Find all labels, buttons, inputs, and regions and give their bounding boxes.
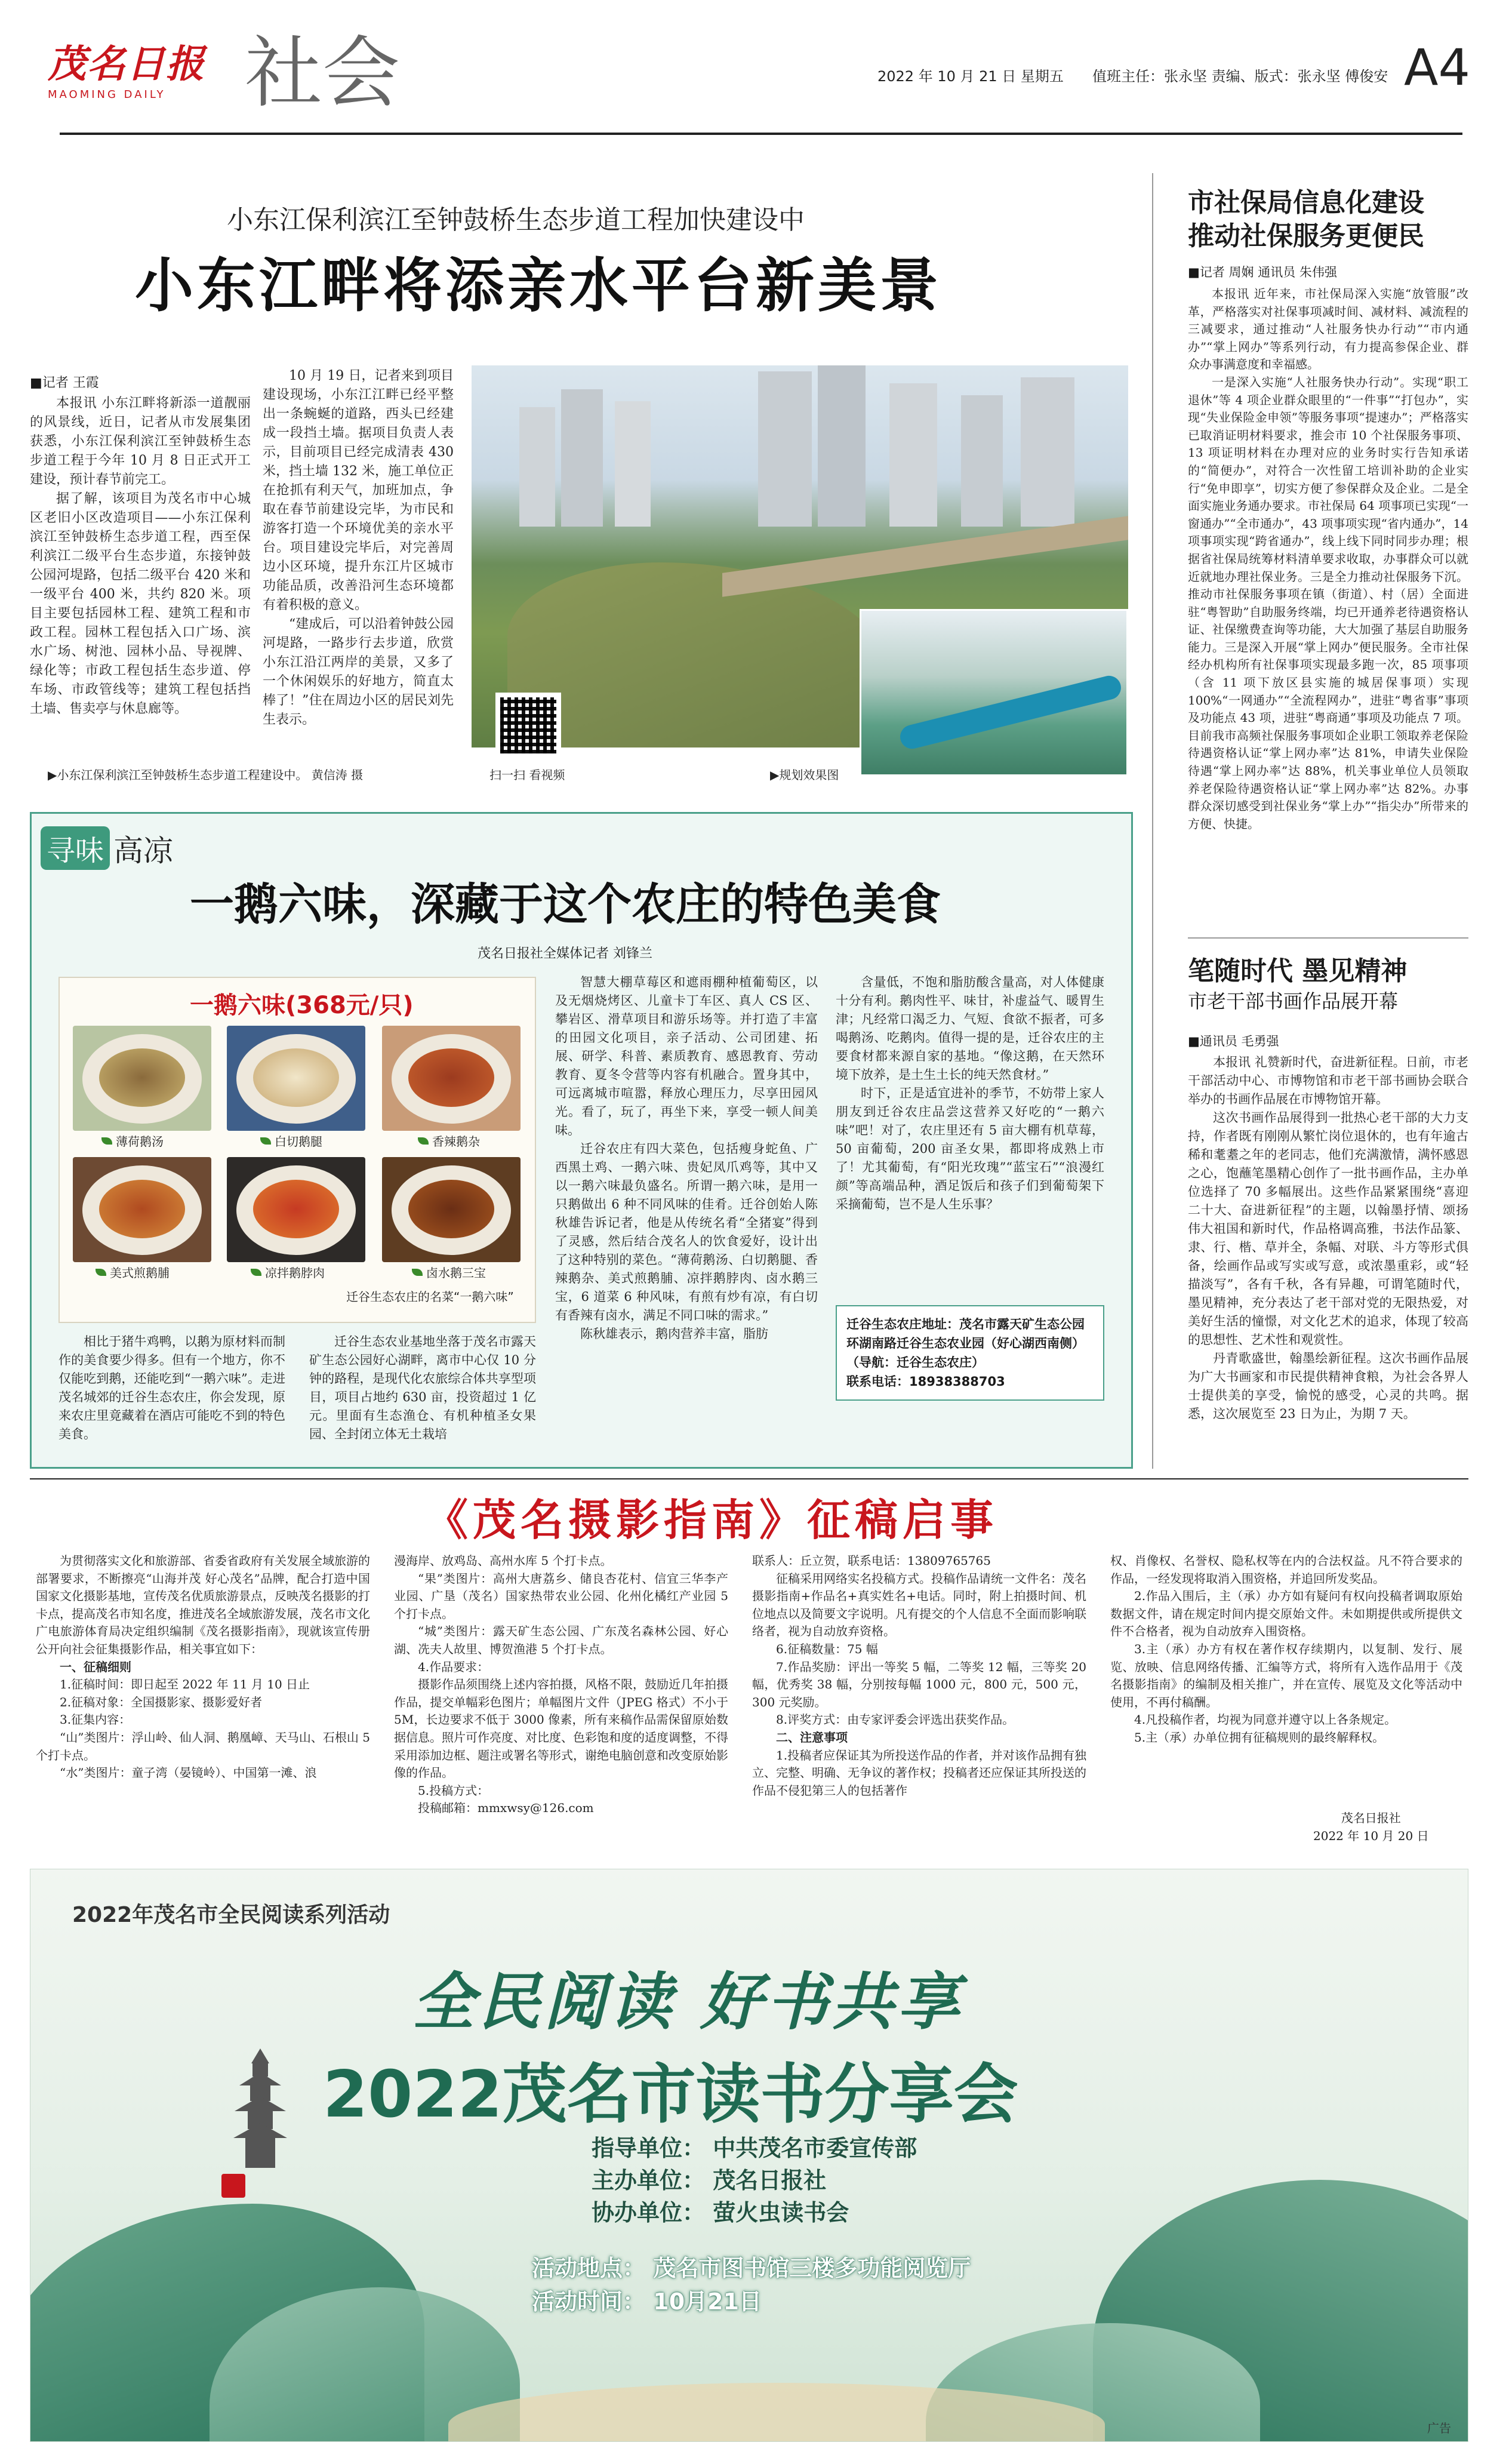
page-number: A4 [1404,38,1470,97]
dish-photo-6 [382,1157,521,1262]
notice-col2: 漫海岸、放鸡岛、高州水库 5 个打卡点。 “果”类图片：高州大唐荔乡、储良杏花村、信宜三华李产业园、广垦（茂名）国家热带农业公园、化州化橘红产业园 5 个打卡点。 “城”类图片：露天矿生态公园、广东茂名森林公园、好心湖、冼夫人故里、博贺渔港 5 个打卡点。 4.作品要求： 摄影作品须围绕上述内容拍摄，风格不限，鼓励近几年拍摄作品，提交单幅彩色图片；单幅图片文件（JPEG 格式）不小于 5M，长边要求不低于 3000 像素，所有来稿作品需保留原始数据信息。照片可作亮度、对比度、色彩饱和度的适度调整，不得采用添加边框、题注或署名等形式，谢绝电脑创意和改变原始影像的作品。 5.投稿方式： 投稿邮箱：mmxwsy@126.com [394,1552,728,1817]
feature-tag [41,826,173,870]
notice-title: 《茂名摄影指南》征稿启事 [425,1494,999,1545]
ad-label: 广告 [1427,2421,1451,2435]
side1-byline: ■记者 周娴 通讯员 朱伟强 [1188,265,1337,279]
dish-label-6: 卤水鹅三宝 [412,1263,486,1281]
notice-section-heading-2: 二、注意事项 [776,1730,848,1745]
dateline: 2022 年 10 月 21 日 星期五 [877,68,1064,85]
menu-photo-caption: 迁谷生态农庄的名菜“一鹅六味” [346,1290,514,1304]
side1-body: 本报讯 近年来，市社保局深入实施“放管服”改革，严格落实对社保事项减时间、减材料、减流程的三减要求，通过推动“人社服务快办行动”“市内通办”“掌上网办”等系列行动，有力提高参保企业、群众办事满意度和幸福感。 一是深入实施“人社服务快办行动”。实现“职工退休”等 4 项企业群众眼里的“一件事”“打包办”，实现“失业保险金申领”等服务事项“提速办”；严格落实已取消证明材料要求，推会市 10 个社保服务事项、13 项证明材料在办理对应的业务时实行告知承诺的“简便办”，对符合一次性留工培训补助的企业实行“免申即享”，切实方便了参保群众及企业。二是全面实施业务通办要求。市社保局 64 项事项已实现“一窗通办”“全市通办”，43 项事项实现“省内通办”，14 项事项实现“跨省通办”，线上线下同时同步办理；根据省社保局统筹材料清单要求收取，办事群众可以就近就地办理社保业务。三是全力推动社保服务下沉。推动市社保服务事项在镇（街道）、村（居）全面进驻“粤智助”自助服务终端，均已开通养老待遇资格认证、社保缴费查询等功能，大大加强了基层自助服务能力。三是深入开展“掌上网办”便民服务。全市社保经办机构所有社保事项实现最多跑一次，85 项事项（含 11 项下放区县实施的城居保事项）实现 100%“一网通办”“全流程网办”，进驻“粤省事”事项及功能点 43 项，进驻“粤商通”事项及功能点 7 项。目前我市高频社保服务事项如企业职工领取养老保险待遇资格认证“掌上网办率”达 81%，申请失业保险待遇“掌上网办率”达 88%，机关事业单位人员领取养老保险待遇资格认证“掌上网办率”达 82%。办事群众深切感受到社保业务“掌上办”“指尖办”所带来的方便、快捷。 [1188,287,1468,831]
menu-title: 一鹅六味(368元/只) [190,992,414,1019]
building-1 [519,407,555,527]
building-2 [561,389,603,527]
masthead [48,27,1480,119]
notice-section-heading: 一、征稿细则 [60,1659,131,1674]
masthead-rule [60,133,1462,135]
rendering-caption: ▶规划效果图 [770,768,839,782]
feature-body-mid: 智慧大棚草莓区和遮雨棚种植葡萄区，以及无烟烧烤区、儿童卡丁车区、真人 CS 区、攀岩区、滑草项目和游乐场等。并打造了丰富的田园文化项目，亲子活动、公司团建、拓展、研学、科普、素质教育、感恩教育、劳动教育、夏冬令营等内容有机融合。置身其中，可远离城市喧嚣，释放心理压力，尽享田园风光。看了，玩了，再坐下来，享受一顿人间美味。 迁谷农庄有四大菜色，包括瘦身蛇鱼、广西黑土鸡、一鹅六味、贵妃凤爪鸡等，其中又以一鹅六味最负盛名。所谓一鹅六味，是用一只鹅做出 6 种不同风味的佳肴。迁谷创始人陈秋雄告诉记者，他是从传统名肴“全猪宴”得到了灵感，然后结合茂名人的饮食爱好，设计出了这种特别的菜色。“薄荷鹅汤、白切鹅腿、香辣鹅杂、美式煎鹅脯、凉拌鹅脖肉、卤水鹅三宝，6 道菜 6 种风味，有煎有炒有凉，有白切有香辣有卤水，满足不同口味的需求。” 陈秋雄表示，鹅肉营养丰富，脂肪 [555,975,818,1341]
building-8 [1021,377,1074,527]
side2-subhead: 市老干部书画作品展开幕 [1188,990,1399,1013]
dish-photo-3 [382,1026,521,1131]
lead-kicker: 小东江保利滨江至钟鼓桥生态步道工程加快建设中 [227,205,805,235]
seal-icon [221,2174,245,2198]
feature-body-left: 相比于猪牛鸡鸭，以鹅为原材料而制作的美食要少得多。但有一个地方，你不仅能吃到鹅，还能吃到“一鹅六味”。走进茂名城郊的迁谷生态农庄，你会发现，原来农庄里竟藏着在酒店可能吃不到的特色美食。 迁谷生态农业基地坐落于茂名市露天矿生态公园好心湖畔，离市中心仅 10 分钟的路程，是现代化农旅综合体共享型项目，项目占地约 630 亩，投资超过 1 亿元。里面有生态渔仓、有机种植圣女果园、全封闭立体无土栽培 [58,1334,536,1441]
feature-headline: 一鹅六味，深藏于这个农庄的特色美食 [190,879,941,930]
building-5 [818,365,866,527]
pagoda-icon [233,2048,287,2168]
side2-body: 本报讯 礼赞新时代，奋进新征程。日前，市老干部活动中心、市博物馆和市老干部书画协会联合举办的书画作品展在市博物馆开幕。 这次书画作品展得到一批热心老干部的大力支持，作者既有刚刚从繁忙岗位退休的，也有年逾古稀和耄耋之年的老同志，他们充满激情，满怀感恩之心，饱蘸笔墨精心创作了一批书画作品，主办单位选择了 70 多幅展出。这些作品紧紧围绕“喜迎二十大、奋进新征程”的主题，以翰墨抒情、颂扬伟大祖国和新时代，作品格调高雅，书法作品篆、隶、行、楷、草并全，条幅、对联、斗方等形式俱备，绘画作品或写实或写意，或浓墨重彩，或“轻描淡写”，各有千秋，各有异趣，可谓笔随时代，墨见精神，充分表达了老干部对党的无限热爱，对美好生活的憧憬，对文化艺术的追求，体现了较高的思想性、艺术性和观赏性。 丹青歌盛世，翰墨绘新征程。这次书画作品展为广大书画家和市民提供精神食粮，为社会各界人士提供美的享受，愉悦的感受，心灵的共鸣。据悉，这次展览至 23 日为止，为期 7 天。 [1188,1055,1468,1421]
banner-time: 活动时间： 10月21日 [532,2288,762,2315]
building-3 [615,401,651,527]
dish-label-2: 白切鹅腿 [260,1132,322,1149]
sidebar-divider [1152,173,1153,1469]
lead-byline: ■记者 王霞 [30,376,99,390]
side2-byline: ■通讯员 毛勇强 [1188,1034,1279,1048]
banner-co: 协办单位： 萤火虫读书会 [592,2200,849,2226]
qr-caption: 扫一扫 看视频 [489,768,565,782]
feature-byline: 茂名日报社全媒体记者 刘锋兰 [478,946,652,961]
reading-banner [30,1869,1468,2442]
dish-photo-2 [227,1026,365,1131]
dish-label-1: 薄荷鹅汤 [101,1132,164,1149]
banner-venue: 活动地点： 茂名市图书馆三楼多功能阅览厅 [532,2255,971,2281]
lead-body-col1: 本报讯 小东江畔将新添一道靓丽的风景线，近日，记者从市发展集团获悉，小东江保利滨江至钟鼓桥生态步道工程于今年 10 月 8 日正式开工建设，预计春节前完工。 据了解，该项目为茂名市中心城区老旧小区改造项目——小东江保利滨江至钟鼓桥生态步道工程，西至保利滨江二级平台生态步道，东接钟鼓公园河堤路，包括二级平台 420 米和一级平台 400 米，共约 820 米。项目主要包括园林工程、建筑工程和市政工程。园林工程包括入口广场、滨水广场、树池、园林小品、导视牌、绿化等；市政工程包括生态步道、停车场、市政管线等；建筑工程包括挡土墙、售卖亭与休息廊等。 [30,396,251,716]
dish-photo-4 [73,1157,211,1262]
dish-photo-1 [73,1026,211,1131]
lead-body-col2: 10 月 19 日，记者来到项目建设现场，小东江江畔已经平整出一条蜿蜒的道路，西头已经建成一段挡土墙。据项目负责人表示，目前项目已经完成清表 430 米，挡土墙 132 米，施工单位正在抢抓有利天气，加班加点，争取在春节前建设完毕，为市民和游客打造一个环境优美的亲水平台。项目建设完毕后，对完善周边小区环境，提升东江片区城市功能品质，改善沿河生态环境都有着积极的意义。 “建成后，可以沿着钟鼓公园河堤路，一路步行去步道，欣赏小东江沿江两岸的美景，又多了一个休闲娱乐的好地方，简直太棒了！”住在周边小区的居民刘先生表示。 [263,368,454,727]
banner-organizers [592,2132,917,2229]
banner-series: 2022年茂名市全民阅读系列活动 [72,1903,390,1927]
dish-label-3: 香辣鹅杂 [418,1132,480,1149]
feature-tag-rest: 高凉 [113,833,174,868]
notice-email[interactable]: 投稿邮箱：mmxwsy@126.com [418,1801,594,1816]
editors: 值班主任：张永坚 责编、版式：张永坚 傅俊安 [1092,68,1388,85]
feature-tag-box: 寻味 [41,826,110,870]
side-rule [1188,937,1468,939]
qr-code[interactable] [495,693,561,758]
notice-top-rule [30,1478,1468,1479]
dish-photo-5 [227,1157,365,1262]
building-7 [961,395,1003,527]
embankment [722,516,1128,597]
notice-col4: 权、肖像权、名誉权、隐私权等在内的合法权益。凡不符合要求的作品，一经发现将取消入围资格，并追回所发奖品。 2.作品入围后，主（承）办方如有疑问有权向投稿者调取原始数据文件，请在规定时间内提交原始文件。未如期提供或所提供文件不合格者，视为自动放弃入围资格。 3.主（承）办方有权在著作权存续期内，以复制、发行、展览、放映、信息网络传播、汇编等方式，将所有入选作品用于《茂名摄影指南》的编制及相关推广，并在宣传、展览及文化等活动中使用，不再付稿酬。 4.凡投稿作者，均视为同意并遵守以上各条规定。 5.主（承）办单位拥有征稿规则的最终解释权。 [1110,1554,1462,1745]
menu-photo [58,977,536,1323]
notice-col1: 为贯彻落实文化和旅游部、省委省政府有关发展全域旅游的部署要求，不断擦亮“山海并茂 好心茂名”品牌，配合打造中国国家文化摄影基地，宣传茂名优质旅游景点，反映茂名摄影的打卡点，提高茂名市知名度，推进茂名全域旅游发展，茂名市文化广电旅游体育局决定组织编制《茂名摄影指南》，现就该宣传册公开向社会征集摄影作品，相关事宜如下： 一、征稿细则 1.征稿时间：即日起至 2022 年 11 月 10 日止 2.征稿对象：全国摄影家、摄影爱好者 3.征集内容： “山”类图片：浮山岭、仙人洞、鹅凰嶂、天马山、石根山 5 个打卡点。 “水”类图片：童子湾（晏镜岭）、中国第一滩、浪 [36,1554,370,1780]
lead-photo-caption: ▶小东江保利滨江至钟鼓桥生态步道工程建设中。 黄信涛 摄 [48,768,364,782]
side1-headline: 市社保局信息化建设 推动社保服务更便民 [1188,187,1424,251]
banner-guide: 指导单位： 中共茂名市委宣传部 [592,2135,917,2161]
newspaper-logo: 茂名日报 MAOMING DAILY [48,42,205,101]
notice-signature: 茂名日报社 2022 年 10 月 20 日 [1313,1811,1429,1843]
building-6 [889,383,937,527]
banner-host: 主办单位： 茂名日报社 [592,2167,827,2194]
farm-info-box: 迁谷生态农庄地址：茂名市露天矿生态公园环湖南路迁谷生态农业园（好心湖西南侧）（导航：迁谷生态农庄） 联系电话：18938388703 [836,1305,1104,1401]
lead-headline: 小东江畔将添亲水平台新美景 [135,251,943,320]
river [507,562,889,747]
building-4 [758,371,812,527]
side2-headline: 笔随时代 墨见精神 [1188,956,1408,986]
banner-event-info [532,2251,971,2318]
feature-body-right: 含量低，不饱和脂肪酸含量高，对人体健康十分有利。鹅肉性平、味甘，补虚益气、暖胃生津；凡经常口渴乏力、气短、食欲不振者，可多喝鹅汤、吃鹅肉。值得一提的是，迁谷农庄的主要食材都来源自家的基地。“像这鹅，在天然环境下放养，是土生土长的纯天然食材。” 时下，正是适宜进补的季节，不妨带上家人朋友到迁谷农庄品尝这营养又好吃的“一鹅六味”吧！对了，农庄里还有 5 亩大棚有机草莓，50 亩葡萄，200 亩圣女果，都即将成熟上市了！尤其葡萄，有“阳光玫瑰”“蓝宝石”“浪漫红颜”等高端品种，酒足饭后和孩子们到葡萄架下采摘葡萄，岂不是人生乐事？ [836,975,1104,1211]
dish-label-4: 美式煎鹅脯 [96,1263,170,1281]
rendering-path [898,673,1123,752]
rendering-photo [860,609,1128,776]
notice-col3: 联系人：丘立贺，联系电话：13809765765 征稿采用网络实名投稿方式。投稿作品请统一文件名：茂名摄影指南+作品名+真实姓名+电话。同时，附上拍摄时间、机位地点以及简要文字说明。凡有提交的个人信息不全面而影响联络者，视为自动放弃资格。 6.征稿数量：75 幅 7.作品奖励：评出一等奖 5 幅，二等奖 12 幅，三等奖 20 幅，优秀奖 38 幅，分别按每幅 1000 元，800 元，500 元，300 元奖励。 8.评奖方式：由专家评委会评选出获奖作品。 二、注意事项 1.投稿者应保证其为所投送作品的作者，并对该作品拥有独立、完整、明确、无争议的著作权；投稿者还应保证其所投送的作品不侵犯第三人的包括著作 [752,1554,1086,1798]
section-title: 社会 [245,27,401,118]
banner-title: 2022茂名市读书分享会 [323,2057,1018,2132]
banner-slogan: 全民阅读 好书共享 [412,1965,963,2038]
dish-label-5: 凉拌鹅脖肉 [251,1263,325,1281]
